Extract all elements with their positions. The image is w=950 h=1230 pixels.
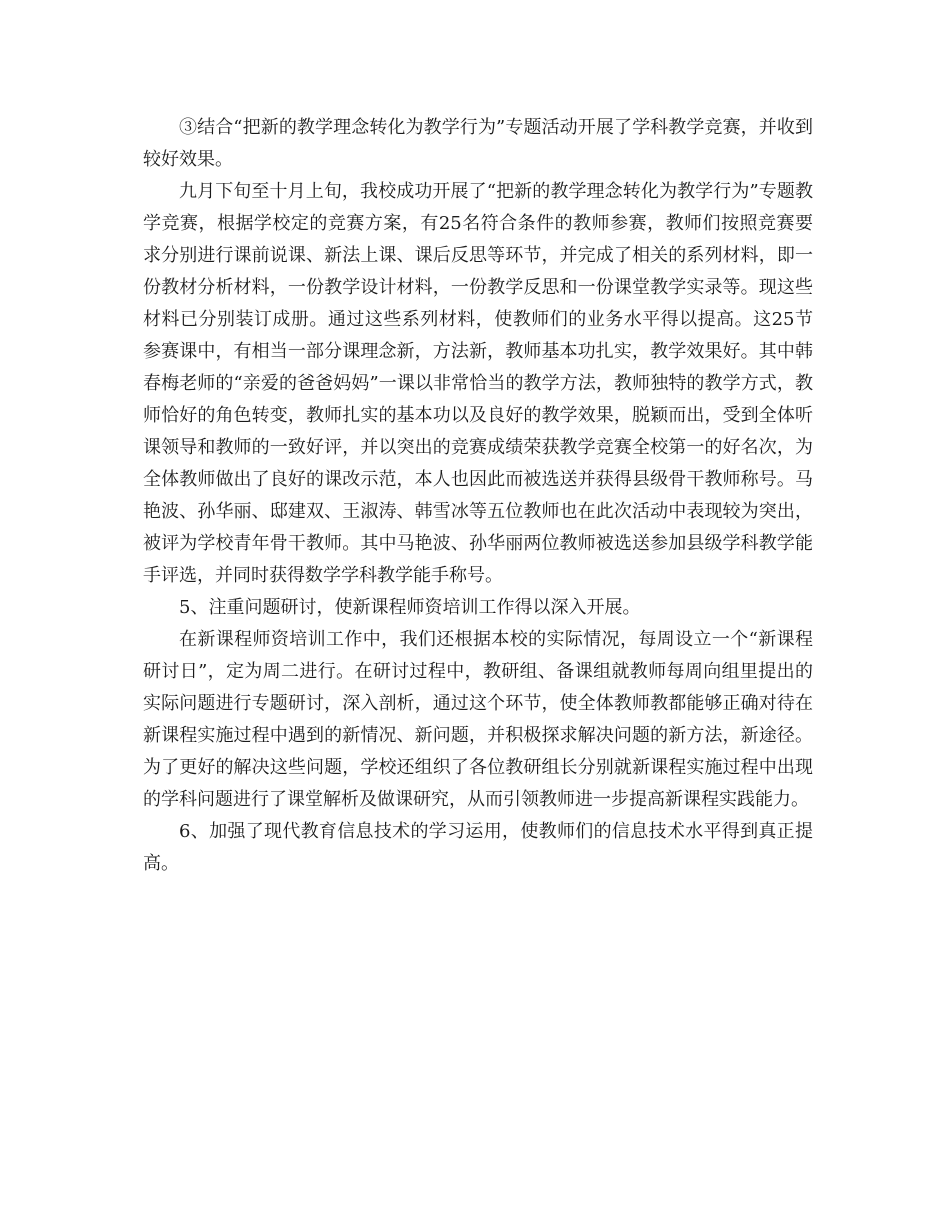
paragraph-research-day-details: 在新课程师资培训工作中，我们还根据本校的实际情况，每周设立一个“新课程研讨日”，定为周二进行。在研讨过程中，教研组、备课组就教师每周向组里提出的实际问题进行专题研讨，深入剖析，通过这个环节，使全体教师教都能够正确对待在新课程实施过程中遇到的新情况、新问题，并积极探求解决问题的新方法，新途径。为了更好的解决这些问题，学校还组织了各位教研组长分别就新课程实施过程中出现的学科问题进行了课堂解析及做课研究，从而引领教师进一步提高新课程实践能力。: [143, 629, 813, 810]
paragraph-item-3-competition-heading: ③结合“把新的教学理念转化为教学行为”专题活动开展了学科教学竞赛，并收到较好效果。: [143, 117, 813, 170]
paragraph-section-6-heading: 6、加强了现代教育信息技术的学习运用，使教师们的信息技术水平得到真正提高。: [143, 821, 813, 874]
document-body: [143, 112, 813, 880]
paragraph-section-5-heading: 5、注重问题研讨，使新课程师资培训工作得以深入开展。: [179, 597, 641, 618]
paragraph-competition-details: 九月下旬至十月上旬，我校成功开展了“把新的教学理念转化为教学行为”专题教学竞赛，根据学校定的竞赛方案，有25名符合条件的教师参赛，教师们按照竞赛要求分别进行课前说课、新法上课、课后反思等环节，并完成了相关的系列材料，即一份教材分析材料，一份教学设计材料，一份教学反思和一份课堂教学实录等。现这些材料已分别装订成册。通过这些系列材料，使教师们的业务水平得以提高。这25节参赛课中，有相当一部分课理念新，方法新，教师基本功扎实，教学效果好。其中韩春梅老师的“亲爱的爸爸妈妈”一课以非常恰当的教学方法，教师独特的教学方式，教师恰好的角色转变，教师扎实的基本功以及良好的教学效果，脱颖而出，受到全体听课领导和教师的一致好评，并以突出的竞赛成绩荣获教学竞赛全校第一的好名次，为全体教师做出了良好的课改示范，本人也因此而被选送并获得县级骨干教师称号。马艳波、孙华丽、邸建双、王淑涛、韩雪冰等五位教师也在此次活动中表现较为突出，被评为学校青年骨干教师。其中马艳波、孙华丽两位教师被选送参加县级学科教学能手评选，并同时获得数学学科教学能手称号。: [143, 181, 813, 586]
